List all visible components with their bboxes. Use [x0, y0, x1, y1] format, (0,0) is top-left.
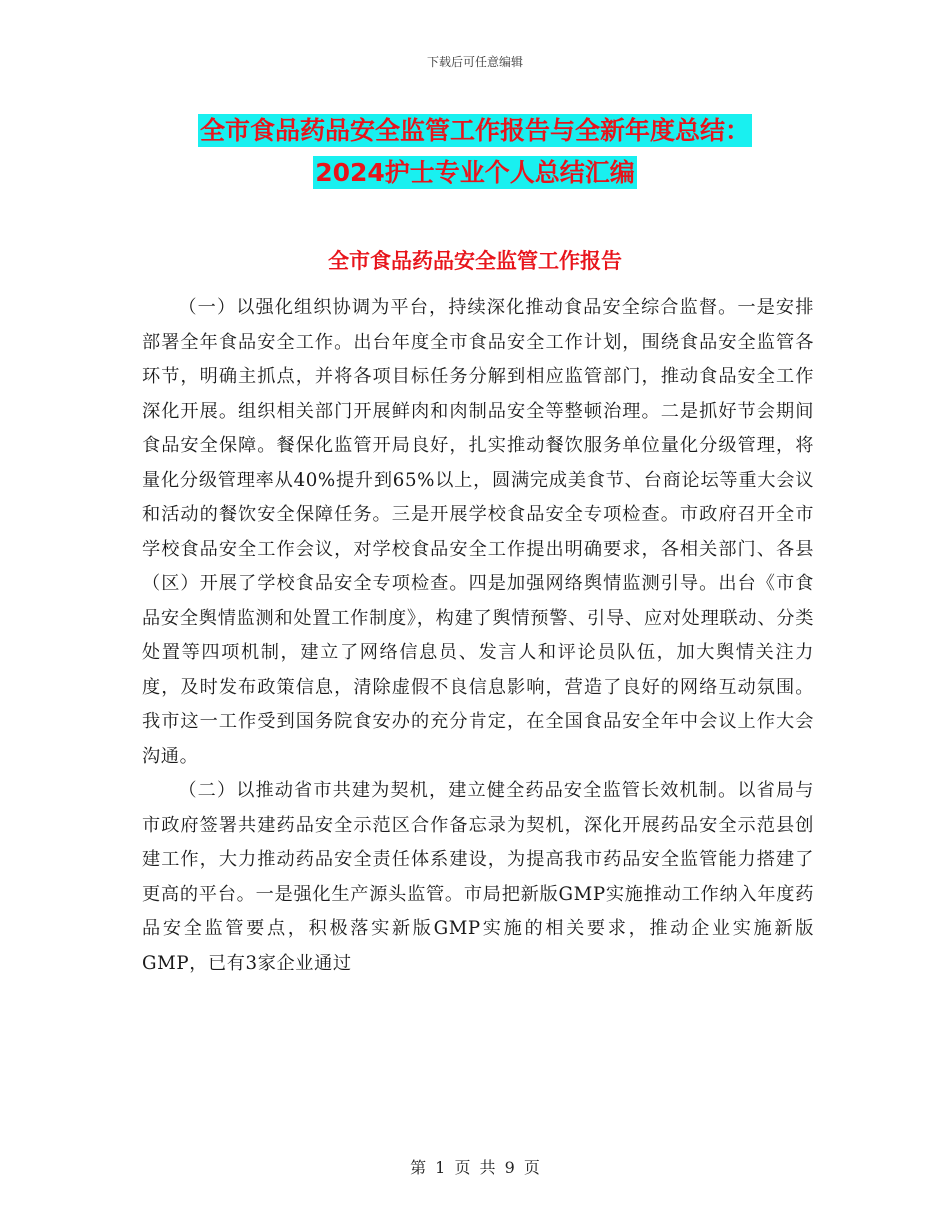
document-title-line-2: 2024护士专业个人总结汇编 [315, 158, 635, 187]
page-header-note: 下载后可任意编辑 [426, 55, 523, 69]
section-title: 全市食品药品安全监管工作报告 [328, 249, 622, 273]
paragraph-2: （二）以推动省市共建为契机，建立健全药品安全监管长效机制。以省局与市政府签署共建药品安全示范区合作备忘录为契机，深化开展药品安全示范县创建工作，大力推动药品安全责任体系建设，为提高我市药品安全监管能力搭建了更高的平台。一是强化生产源头监管。市局把新版GMP实施推动工作纳入年度药品安全监管要点，积极落实新版GMP实施的相关要求，推动企业实施新版GMP，已有3家企业通过 [142, 780, 814, 974]
document-title [0, 110, 950, 194]
document-body [142, 291, 814, 981]
document-title-line-1: 全市食品药品安全监管工作报告与全新年度总结： [199, 116, 750, 145]
page-number-footer: 第 1 页 共 9 页 [410, 1158, 540, 1177]
paragraph-1: （一）以强化组织协调为平台，持续深化推动食品安全综合监督。一是安排部署全年食品安全工作。出台年度全市食品安全工作计划，围绕食品安全监管各环节，明确主抓点，并将各项目标任务分解到相应监管部门，推动食品安全工作深化开展。组织相关部门开展鲜肉和肉制品安全等整顿治理。二是抓好节会期间食品安全保障。餐保化监管开局良好，扎实推动餐饮服务单位量化分级管理，将量化分级管理率从40%提升到65%以上，圆满完成美食节、台商论坛等重大会议和活动的餐饮安全保障任务。三是开展学校食品安全专项检查。市政府召开全市学校食品安全工作会议，对学校食品安全工作提出明确要求，各相关部门、各县（区）开展了学校食品安全专项检查。四是加强网络舆情监测引导。出台《市食品安全舆情监测和处置工作制度》，构建了舆情预警、引导、应对处理联动、分类处置等四项机制，建立了网络信息员、发言人和评论员队伍，加大舆情关注力度，及时发布政策信息，清除虚假不良信息影响，营造了良好的网络互动氛围。我市这一工作受到国务院食安办的充分肯定，在全国食品安全年中会议上作大会沟通。 [142, 297, 814, 767]
